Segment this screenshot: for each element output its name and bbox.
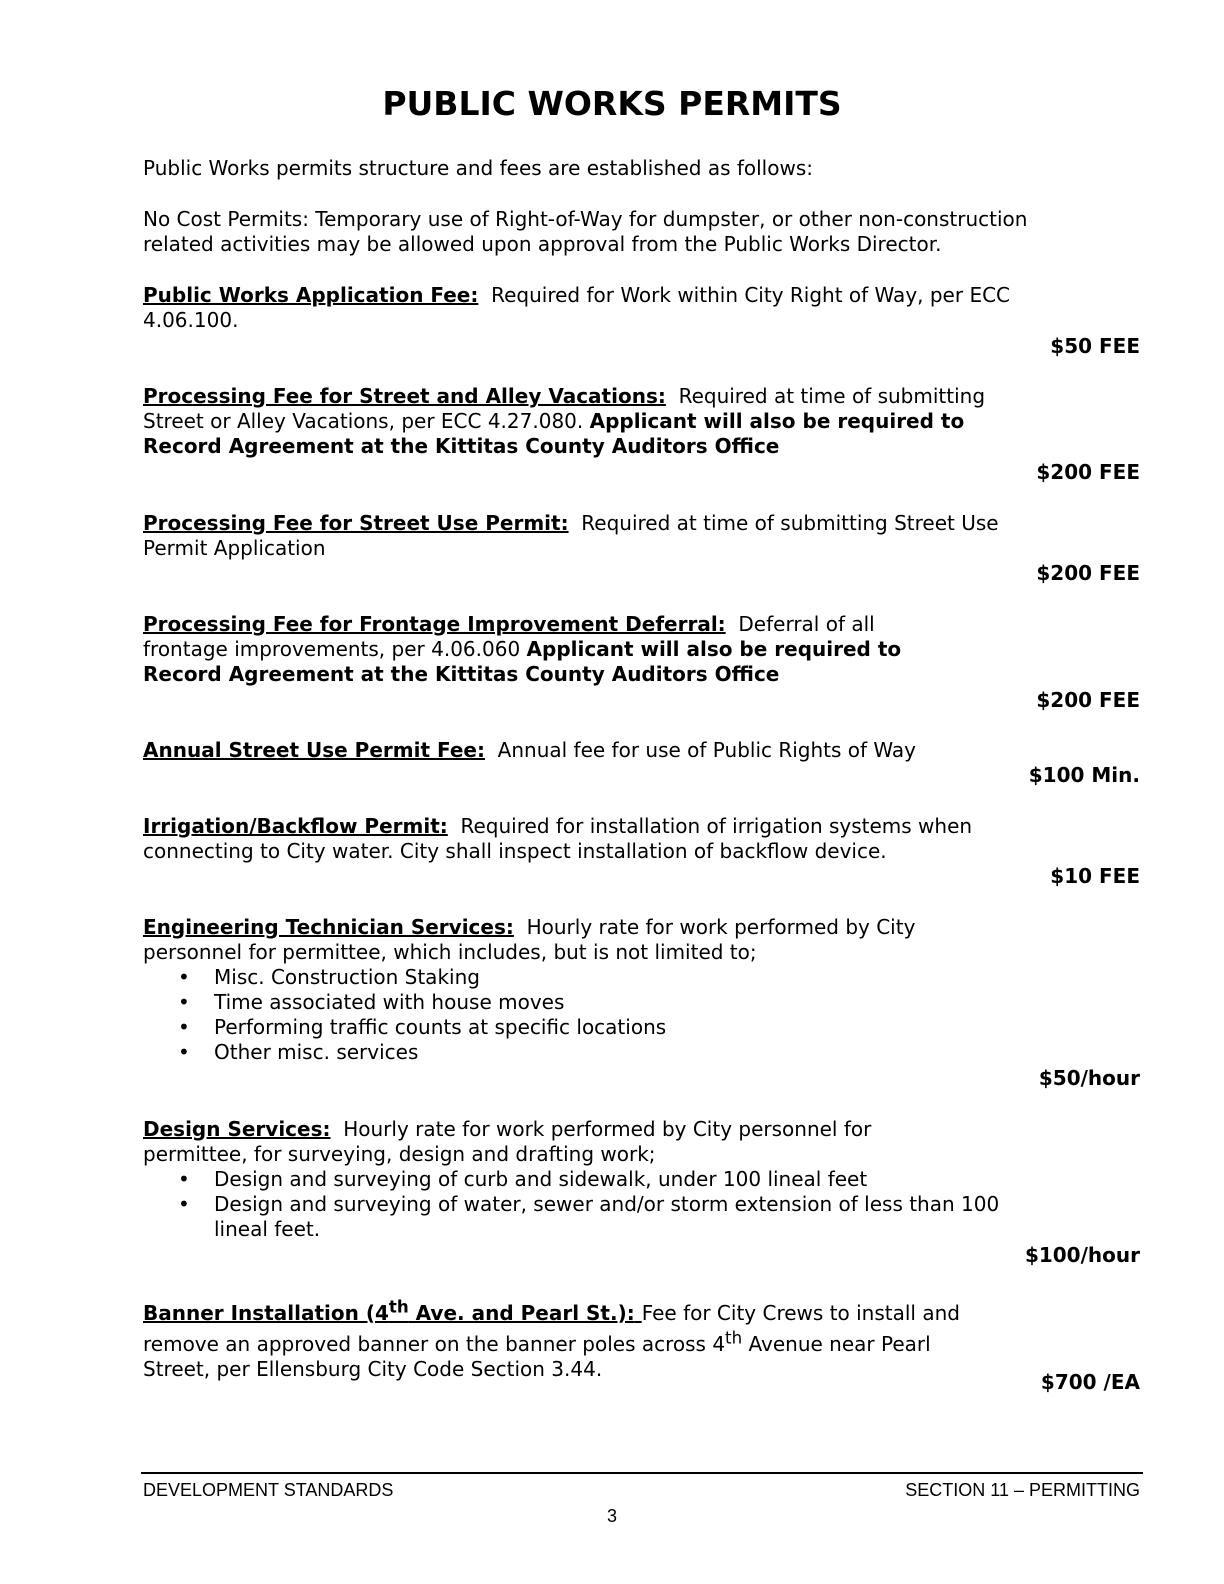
page-title: PUBLIC WORKS PERMITS — [382, 84, 842, 123]
annual-fee-amount: $100 Min. — [1028, 763, 1140, 787]
list-item: • Misc. Construction Staking — [178, 965, 480, 989]
application-fee-amount: $50 FEE — [1050, 334, 1140, 358]
frontage-fee-amount: $200 FEE — [1036, 688, 1140, 712]
frontage-fee-section — [143, 612, 943, 687]
engineering-section — [143, 915, 973, 965]
application-fee-heading: Public Works Application Fee: — [143, 283, 479, 307]
application-fee-text: Required for Work within City Right of Way, per ECC 4.06.100. — [143, 283, 1011, 332]
design-section — [143, 1117, 943, 1167]
bullet-icon: • — [178, 1040, 190, 1064]
frontage-fee-heading: Processing Fee for Frontage Improvement Deferral: — [143, 612, 726, 636]
vacations-fee-section — [143, 384, 1003, 459]
frontage-fee-note: Applicant will also be required to Record Agreement at the Kittitas County Auditors Office — [143, 637, 902, 686]
application-fee-section — [143, 283, 1063, 333]
engineering-heading: Engineering Technician Services: — [143, 915, 514, 939]
intro-text: Public Works permits structure and fees are established as follows: — [143, 156, 813, 180]
bullet-icon: • — [178, 1192, 190, 1216]
bullet-icon: • — [178, 965, 190, 989]
design-list — [143, 1167, 1013, 1242]
footer-right-text: SECTION 11 – PERMITTING — [905, 1480, 1140, 1500]
list-item: • Other misc. services — [178, 1040, 419, 1064]
banner-text: Fee for City Crews to install and remove an approved banner on the banner poles across 4th Avenue near Pearl Street, per Ellensburg City Code Section 3.44. — [143, 1300, 960, 1382]
bullet-icon: • — [178, 1167, 190, 1191]
list-item: • Time associated with house moves — [178, 990, 565, 1014]
banner-fee-amount: $700 /EA — [1040, 1370, 1140, 1394]
no-cost-permits-text: No Cost Permits: Temporary use of Right-of-Way for dumpster, or other non-construction related activities may be allowed upon approval from the Public Works Director. — [143, 207, 1028, 256]
street-use-fee-text: Required at time of submitting Street Use Permit Application — [143, 511, 999, 560]
list-item: • Design and surveying of water, sewer and/or storm extension of less than 100 lineal feet. — [178, 1192, 1000, 1241]
annual-fee-text: Annual fee for use of Public Rights of Way — [497, 738, 917, 762]
banner-heading: Banner Installation (4th Ave. and Pearl St.): — [143, 1297, 635, 1325]
design-heading: Design Services: — [143, 1117, 331, 1141]
page-number: 3 — [606, 1506, 617, 1526]
design-fee-amount: $100/hour — [1024, 1243, 1140, 1267]
frontage-fee-text: Deferral of all frontage improvements, per 4.06.060 — [143, 612, 875, 661]
annual-fee-heading: Annual Street Use Permit Fee: — [143, 738, 485, 762]
design-text: Hourly rate for work performed by City personnel for permittee, for surveying, design and drafting work; — [143, 1117, 872, 1166]
irrigation-fee-text: Required for installation of irrigation systems when connecting to City water. City shall inspect installation of backflow device. — [143, 814, 973, 863]
vacations-fee-heading: Processing Fee for Street and Alley Vacations: — [143, 384, 666, 408]
engineering-text: Hourly rate for work performed by City personnel for permittee, which includes, but is not limited to; — [143, 915, 916, 964]
street-use-fee-heading: Processing Fee for Street Use Permit: — [143, 511, 569, 535]
irrigation-fee-amount: $10 FEE — [1050, 864, 1140, 888]
vacations-fee-note: Applicant will also be required to Record Agreement at the Kittitas County Auditors Office — [143, 409, 965, 458]
bullet-icon: • — [178, 1015, 190, 1039]
irrigation-fee-section — [143, 814, 1003, 864]
engineering-fee-amount: $50/hour — [1038, 1066, 1140, 1090]
footer-divider — [141, 1472, 1143, 1474]
banner-section — [143, 1294, 973, 1382]
street-use-fee-section — [143, 511, 1003, 561]
list-item: • Performing traffic counts at specific locations — [178, 1015, 667, 1039]
engineering-list — [143, 965, 1143, 1065]
irrigation-fee-heading: Irrigation/Backflow Permit: — [143, 814, 448, 838]
list-item: • Design and surveying of curb and sidewalk, under 100 lineal feet — [178, 1167, 868, 1191]
vacations-fee-text: Required at time of submitting Street or Alley Vacations, per ECC 4.27.080. — [143, 384, 986, 433]
footer-left-text: DEVELOPMENT STANDARDS — [143, 1480, 394, 1500]
bullet-icon: • — [178, 990, 190, 1014]
annual-fee-section — [143, 738, 1143, 763]
vacations-fee-amount: $200 FEE — [1036, 460, 1140, 484]
street-use-fee-amount: $200 FEE — [1036, 561, 1140, 585]
